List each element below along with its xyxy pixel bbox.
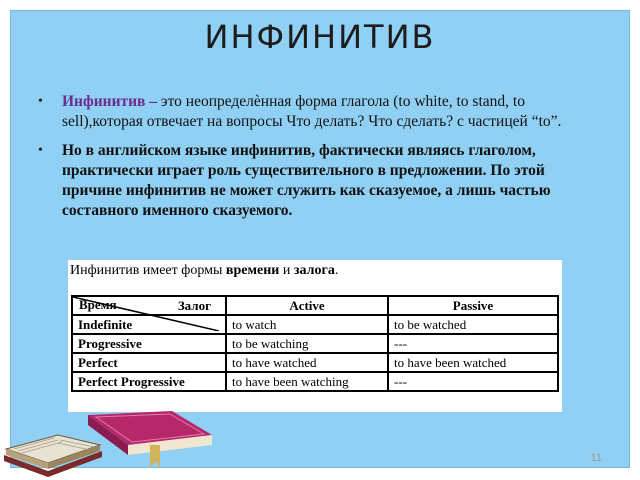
bullet-definition	[38, 92, 608, 132]
caption-period: .	[334, 263, 339, 278]
corner-tense-label: Время	[79, 297, 117, 312]
slide-title: ИНФИНИТИВ	[204, 18, 436, 56]
cell-passive: ---	[388, 372, 558, 391]
column-header-passive: Passive	[388, 296, 558, 315]
bullet-role	[38, 141, 608, 221]
bullet-icon: •	[38, 94, 43, 109]
bullet-list	[38, 92, 608, 230]
column-header-active: Active	[226, 296, 388, 315]
cell-passive: to have been watched	[388, 353, 558, 372]
table-caption	[70, 263, 338, 279]
table-row	[72, 372, 558, 391]
table-row	[72, 334, 558, 353]
cell-active: to have watched	[226, 353, 388, 372]
bullet-icon: •	[38, 143, 43, 158]
caption-voice: залога	[293, 263, 335, 278]
caption-prefix: Инфинитив имеет формы	[70, 263, 226, 278]
row-label: Perfect Progressive	[72, 372, 226, 391]
row-label: Progressive	[72, 334, 226, 353]
forms-table-card	[68, 260, 562, 412]
role-text: Но в английском языке инфинитив, фактически являясь глаголом, практически играет роль существительного в предложении. По этой причине инфинитив не может служить как сказуемое, а лишь частью составного именного сказуемого.	[62, 142, 551, 219]
caption-tense: времени	[225, 263, 280, 278]
cell-passive: ---	[388, 334, 558, 353]
caption-and: и	[279, 263, 294, 278]
cell-active: to watch	[226, 315, 388, 334]
cell-active: to be watching	[226, 334, 388, 353]
infinitive-forms-table	[71, 295, 559, 392]
definition-text: это неопределѐнная форма глагола (to white, to stand, to sell),которая отвечает на вопросы Что делать? Что сделать? с частицей “to”.	[62, 93, 562, 130]
corner-cell	[72, 296, 226, 315]
books-illustration-icon	[0, 405, 215, 480]
cell-passive: to be watched	[388, 315, 558, 334]
row-label: Indefinite	[72, 315, 226, 334]
row-label: Perfect	[72, 353, 226, 372]
page-number: 11	[590, 452, 602, 464]
table-row	[72, 353, 558, 372]
term-infinitive: Инфинитив	[62, 93, 146, 110]
cell-active: to have been watching	[226, 372, 388, 391]
term-dash: –	[145, 93, 161, 110]
table-header-row	[72, 296, 558, 315]
corner-voice-label: Залог	[177, 298, 211, 313]
